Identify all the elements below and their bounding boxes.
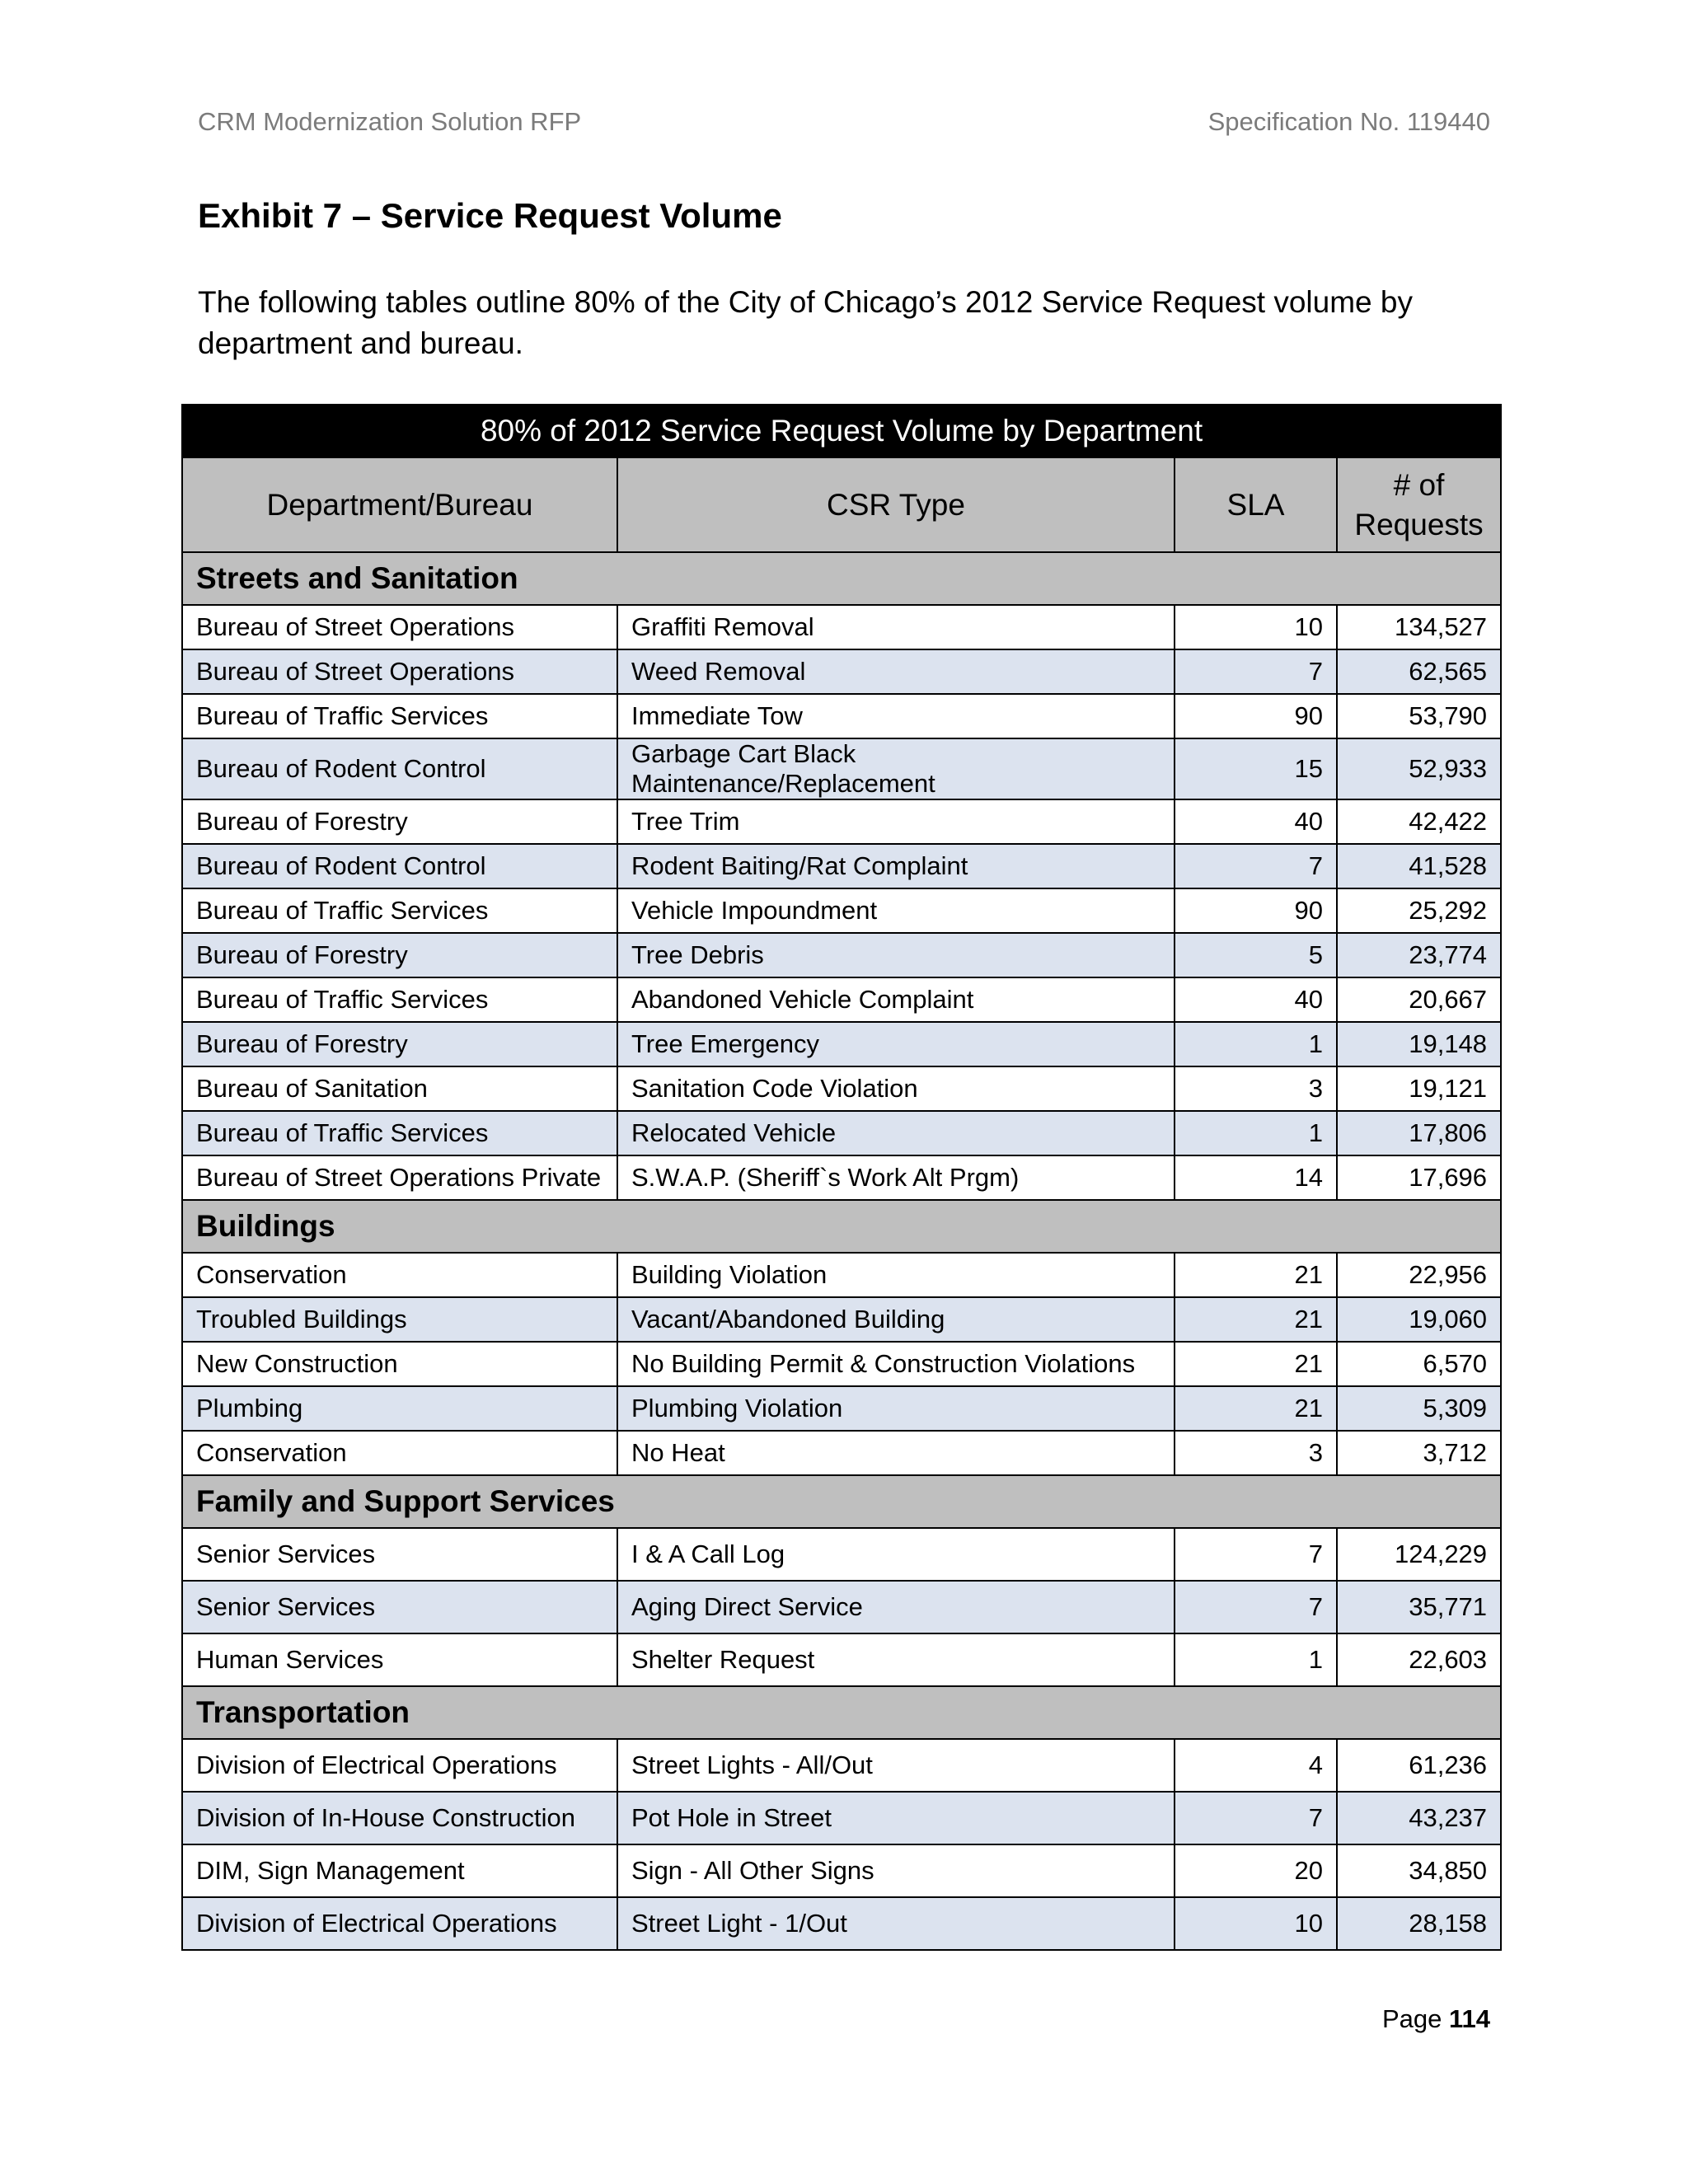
requests-cell: 62,565	[1337, 649, 1501, 694]
sla-cell: 7	[1175, 649, 1337, 694]
table-row	[182, 1633, 1501, 1686]
sla-cell: 90	[1175, 694, 1337, 738]
csr-type-cell: No Heat	[617, 1431, 1175, 1475]
sla-cell: 3	[1175, 1431, 1337, 1475]
requests-cell: 3,712	[1337, 1431, 1501, 1475]
requests-cell: 19,121	[1337, 1066, 1501, 1111]
table-row	[182, 1253, 1501, 1297]
department-cell: Bureau of Sanitation	[182, 1066, 617, 1111]
sla-cell: 21	[1175, 1297, 1337, 1342]
department-cell: Division of Electrical Operations	[182, 1897, 617, 1950]
table-row	[182, 844, 1501, 888]
requests-cell: 19,060	[1337, 1297, 1501, 1342]
csr-type-cell: Aging Direct Service	[617, 1581, 1175, 1633]
sla-cell: 1	[1175, 1633, 1337, 1686]
department-cell: Bureau of Rodent Control	[182, 844, 617, 888]
department-cell: DIM, Sign Management	[182, 1844, 617, 1897]
table-body	[182, 552, 1501, 1950]
sla-cell: 1	[1175, 1111, 1337, 1155]
csr-type-cell: Abandoned Vehicle Complaint	[617, 977, 1175, 1022]
sla-cell: 7	[1175, 1581, 1337, 1633]
csr-type-cell: Tree Debris	[617, 933, 1175, 977]
requests-cell: 22,603	[1337, 1633, 1501, 1686]
csr-type-cell: Sign - All Other Signs	[617, 1844, 1175, 1897]
table-row	[182, 694, 1501, 738]
sla-cell: 10	[1175, 605, 1337, 649]
department-cell: Division of In-House Construction	[182, 1792, 617, 1844]
department-cell: Bureau of Traffic Services	[182, 888, 617, 933]
column-header-department: Department/Bureau	[182, 457, 617, 552]
csr-type-cell: Pot Hole in Street	[617, 1792, 1175, 1844]
table-row	[182, 1386, 1501, 1431]
csr-type-cell: Shelter Request	[617, 1633, 1175, 1686]
table-row	[182, 1155, 1501, 1200]
csr-type-cell: Street Light - 1/Out	[617, 1897, 1175, 1950]
department-cell: Bureau of Street Operations	[182, 605, 617, 649]
table-row	[182, 1022, 1501, 1066]
csr-type-cell: Weed Removal	[617, 649, 1175, 694]
department-cell: Bureau of Traffic Services	[182, 694, 617, 738]
requests-cell: 61,236	[1337, 1739, 1501, 1792]
sla-cell: 21	[1175, 1342, 1337, 1386]
requests-cell: 34,850	[1337, 1844, 1501, 1897]
department-cell: Conservation	[182, 1431, 617, 1475]
sla-cell: 40	[1175, 977, 1337, 1022]
requests-cell: 6,570	[1337, 1342, 1501, 1386]
service-request-volume-table	[181, 404, 1502, 1951]
csr-type-cell: Vacant/Abandoned Building	[617, 1297, 1175, 1342]
csr-type-cell: Garbage Cart Black Maintenance/Replacement	[617, 738, 1175, 799]
department-cell: Human Services	[182, 1633, 617, 1686]
department-cell: Bureau of Forestry	[182, 799, 617, 844]
table-row	[182, 605, 1501, 649]
sla-cell: 7	[1175, 844, 1337, 888]
department-cell: Bureau of Forestry	[182, 933, 617, 977]
requests-cell: 25,292	[1337, 888, 1501, 933]
department-cell: Bureau of Street Operations	[182, 649, 617, 694]
table-row	[182, 1066, 1501, 1111]
csr-type-cell: Rodent Baiting/Rat Complaint	[617, 844, 1175, 888]
department-cell: Senior Services	[182, 1528, 617, 1581]
running-header-title: CRM Modernization Solution RFP	[198, 107, 582, 136]
table-row	[182, 888, 1501, 933]
requests-cell: 17,806	[1337, 1111, 1501, 1155]
csr-type-cell: Sanitation Code Violation	[617, 1066, 1175, 1111]
table-row	[182, 1528, 1501, 1581]
column-header-csr-type: CSR Type	[617, 457, 1175, 552]
table-row	[182, 933, 1501, 977]
section-heading: Family and Support Services	[182, 1475, 1501, 1528]
running-header-spec-number: Specification No. 119440	[1207, 107, 1490, 136]
csr-type-cell: Vehicle Impoundment	[617, 888, 1175, 933]
table-row	[182, 1739, 1501, 1792]
page-footer	[1382, 2004, 1490, 2034]
section-row	[182, 552, 1501, 605]
department-cell: New Construction	[182, 1342, 617, 1386]
department-cell: Senior Services	[182, 1581, 617, 1633]
requests-cell: 23,774	[1337, 933, 1501, 977]
department-cell: Plumbing	[182, 1386, 617, 1431]
requests-cell: 42,422	[1337, 799, 1501, 844]
page-number: 114	[1448, 2004, 1490, 2033]
requests-cell: 41,528	[1337, 844, 1501, 888]
sla-cell: 20	[1175, 1844, 1337, 1897]
sla-cell: 90	[1175, 888, 1337, 933]
intro-paragraph: The following tables outline 80% of the City of Chicago’s 2012 Service Request volume by department and bureau.	[198, 285, 1413, 360]
sla-cell: 1	[1175, 1022, 1337, 1066]
requests-cell: 43,237	[1337, 1792, 1501, 1844]
sla-cell: 7	[1175, 1528, 1337, 1581]
csr-type-cell: Graffiti Removal	[617, 605, 1175, 649]
department-cell: Bureau of Traffic Services	[182, 977, 617, 1022]
department-cell: Division of Electrical Operations	[182, 1739, 617, 1792]
table-row	[182, 1431, 1501, 1475]
requests-cell: 134,527	[1337, 605, 1501, 649]
csr-type-cell: Tree Trim	[617, 799, 1175, 844]
requests-cell: 19,148	[1337, 1022, 1501, 1066]
sla-cell: 5	[1175, 933, 1337, 977]
csr-type-cell: S.W.A.P. (Sheriff`s Work Alt Prgm)	[617, 1155, 1175, 1200]
requests-cell: 5,309	[1337, 1386, 1501, 1431]
table-row	[182, 977, 1501, 1022]
department-cell: Bureau of Traffic Services	[182, 1111, 617, 1155]
section-heading: Buildings	[182, 1200, 1501, 1253]
exhibit-title: Exhibit 7 – Service Request Volume	[198, 196, 782, 235]
sla-cell: 21	[1175, 1386, 1337, 1431]
requests-cell: 28,158	[1337, 1897, 1501, 1950]
table-row	[182, 1897, 1501, 1950]
requests-cell: 52,933	[1337, 738, 1501, 799]
csr-type-cell: No Building Permit & Construction Violations	[617, 1342, 1175, 1386]
csr-type-cell: Tree Emergency	[617, 1022, 1175, 1066]
sla-cell: 40	[1175, 799, 1337, 844]
department-cell: Bureau of Street Operations Private	[182, 1155, 617, 1200]
table-row	[182, 738, 1501, 799]
csr-type-cell: Plumbing Violation	[617, 1386, 1175, 1431]
sla-cell: 14	[1175, 1155, 1337, 1200]
page-label: Page	[1381, 2004, 1442, 2033]
sla-cell: 10	[1175, 1897, 1337, 1950]
column-header-sla: SLA	[1175, 457, 1337, 552]
table-row	[182, 1581, 1501, 1633]
table-row	[182, 1111, 1501, 1155]
table-row	[182, 1342, 1501, 1386]
department-cell: Bureau of Forestry	[182, 1022, 617, 1066]
sla-cell: 21	[1175, 1253, 1337, 1297]
sla-cell: 4	[1175, 1739, 1337, 1792]
sla-cell: 15	[1175, 738, 1337, 799]
csr-type-cell: Relocated Vehicle	[617, 1111, 1175, 1155]
section-heading: Streets and Sanitation	[182, 552, 1501, 605]
sla-cell: 7	[1175, 1792, 1337, 1844]
table-row	[182, 1844, 1501, 1897]
csr-type-cell: Street Lights - All/Out	[617, 1739, 1175, 1792]
department-cell: Bureau of Rodent Control	[182, 738, 617, 799]
department-cell: Conservation	[182, 1253, 617, 1297]
requests-cell: 22,956	[1337, 1253, 1501, 1297]
section-row	[182, 1686, 1501, 1739]
section-heading: Transportation	[182, 1686, 1501, 1739]
table-row	[182, 1297, 1501, 1342]
requests-cell: 20,667	[1337, 977, 1501, 1022]
sla-cell: 3	[1175, 1066, 1337, 1111]
table-row	[182, 1792, 1501, 1844]
requests-cell: 35,771	[1337, 1581, 1501, 1633]
csr-type-cell: Building Violation	[617, 1253, 1175, 1297]
table-row	[182, 799, 1501, 844]
csr-type-cell: I & A Call Log	[617, 1528, 1175, 1581]
requests-cell: 124,229	[1337, 1528, 1501, 1581]
table-title: 80% of 2012 Service Request Volume by Department	[182, 405, 1501, 457]
department-cell: Troubled Buildings	[182, 1297, 617, 1342]
section-row	[182, 1200, 1501, 1253]
csr-type-cell: Immediate Tow	[617, 694, 1175, 738]
section-row	[182, 1475, 1501, 1528]
table-row	[182, 649, 1501, 694]
column-header-requests: # of Requests	[1337, 457, 1501, 552]
requests-cell: 53,790	[1337, 694, 1501, 738]
requests-cell: 17,696	[1337, 1155, 1501, 1200]
